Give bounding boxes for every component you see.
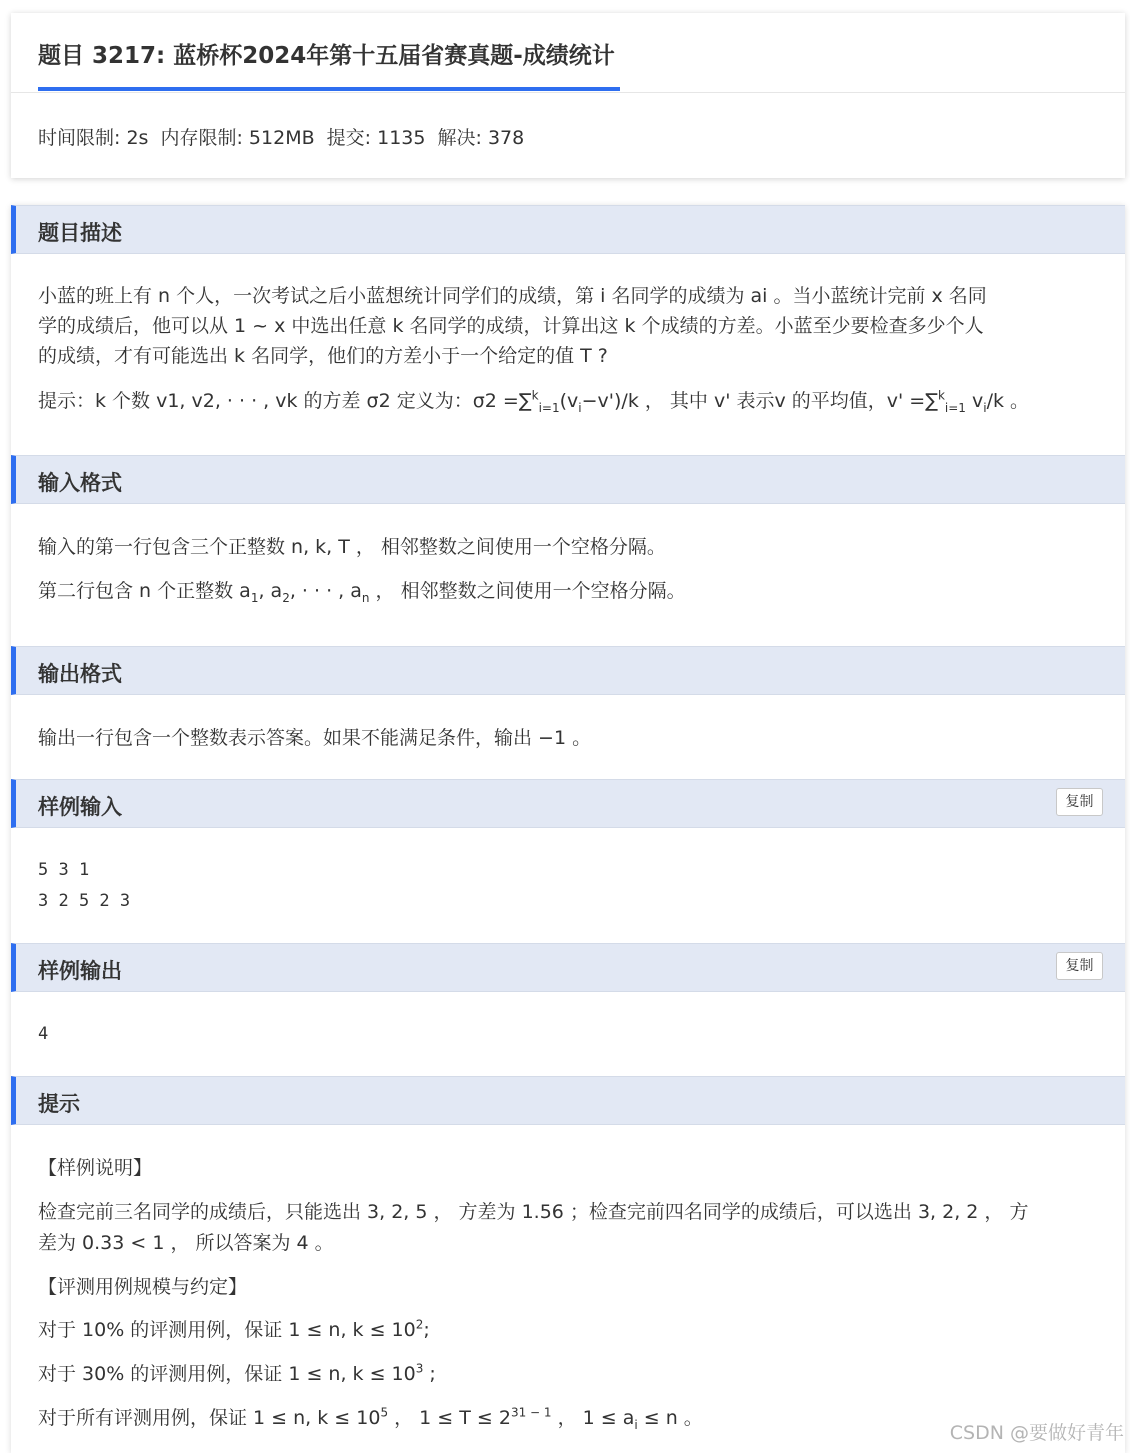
description-line: 的成绩，才有可能选出 k 名同学，他们的方差小于一个给定的值 T ? — [38, 345, 608, 367]
section-title: 输入格式 — [38, 471, 122, 495]
sample-explanation-line: 差为 0.33 < 1 ， 所以答案为 4 。 — [38, 1232, 334, 1254]
title-underline — [38, 87, 620, 91]
section-title: 提示 — [38, 1092, 80, 1116]
description-line: 小蓝的班上有 n 个人，一次考试之后小蓝想统计同学们的成绩，第 i 名同学的成绩为 ai 。当小蓝统计完前 x 名同 — [38, 285, 987, 307]
csdn-watermark: CSDN @要做好青年 — [949, 1422, 1124, 1444]
section-header-input — [11, 455, 1125, 504]
test-scale-line: 对于所有评测用例，保证 1 ≤ n, $k \le 10^5$ ， $1 \le T \le 2^{31 - 1}$ ， $1 \le a_i \le n$ 。 — [38, 1405, 703, 1432]
variance-hint: 提示：k 个数 v1, v2, · · · , vk 的方差 σ2 定义为：$\sigma 2 =\sum^k_{i=1}(v_i-v')/k$ ， 其中 v' 表示v 的平均值，v' =∑$^k_{i=1}$ $v_i/k$ 。 — [38, 388, 1030, 415]
problem-content-card — [11, 205, 1125, 1453]
problem-title: 题目 3217: 蓝桥杯2024年第十五届省赛真题-成绩统计 — [38, 43, 615, 69]
description-line: 学的成绩后，他可以从 1 ~ x 中选出任意 k 名同学的成绩，计算出这 k 个成绩的方差。小蓝至少要检查多少个人 — [38, 315, 984, 337]
section-header-output — [11, 646, 1125, 695]
memory-limit: 内存限制: 512MB — [160, 127, 315, 149]
sample-explanation-heading: 【样例说明】 — [38, 1157, 153, 1179]
submission-count: 提交: 1135 — [326, 127, 426, 149]
copy-sample-output-button[interactable]: 复制 — [1056, 952, 1103, 980]
test-scale-line: 对于 10% 的评测用例，保证 1 ≤ n, $k \le 10^2$; — [38, 1317, 430, 1341]
test-scale-heading: 【评测用例规模与约定】 — [38, 1276, 248, 1298]
solved-count: 解决: 378 — [437, 127, 525, 149]
section-header-sample-input — [11, 779, 1125, 828]
input-format-line: 输入的第一行包含三个正整数 n, k, T ， 相邻整数之间使用一个空格分隔。 — [38, 536, 666, 558]
time-limit: 时间限制: 2s — [38, 127, 149, 149]
section-header-hint — [11, 1076, 1125, 1125]
output-format-line: 输出一行包含一个整数表示答案。如果不能满足条件，输出 −1 。 — [38, 727, 592, 749]
problem-meta — [38, 123, 530, 150]
title-row — [11, 13, 1125, 93]
section-title: 样例输入 — [38, 795, 122, 819]
section-header-sample-output — [11, 943, 1125, 992]
sample-input-line: 3 2 5 2 3 — [38, 891, 131, 911]
sample-input-line: 5 3 1 — [38, 860, 90, 880]
test-scale-line: 对于 30% 的评测用例，保证 1 ≤ n, $k \le 10^3$ ; — [38, 1361, 436, 1385]
section-title: 输出格式 — [38, 662, 122, 686]
section-title: 题目描述 — [38, 221, 122, 245]
copy-sample-input-button[interactable]: 复制 — [1056, 788, 1103, 816]
section-header-description — [11, 205, 1125, 254]
sample-explanation-line: 检查完前三名同学的成绩后，只能选出 3, 2, 5 ， 方差为 1.56 ；检查完前四名同学的成绩后，可以选出 3, 2, 2 ， 方 — [38, 1201, 1029, 1223]
section-title: 样例输出 — [38, 959, 122, 983]
sample-output-line: 4 — [38, 1024, 49, 1044]
problem-header-card — [11, 13, 1125, 178]
input-format-line: 第二行包含 n 个正整数 $a_1$, $a_2$, · · · , $a_n$ ， 相邻整数之间使用一个空格分隔。 — [38, 580, 686, 605]
